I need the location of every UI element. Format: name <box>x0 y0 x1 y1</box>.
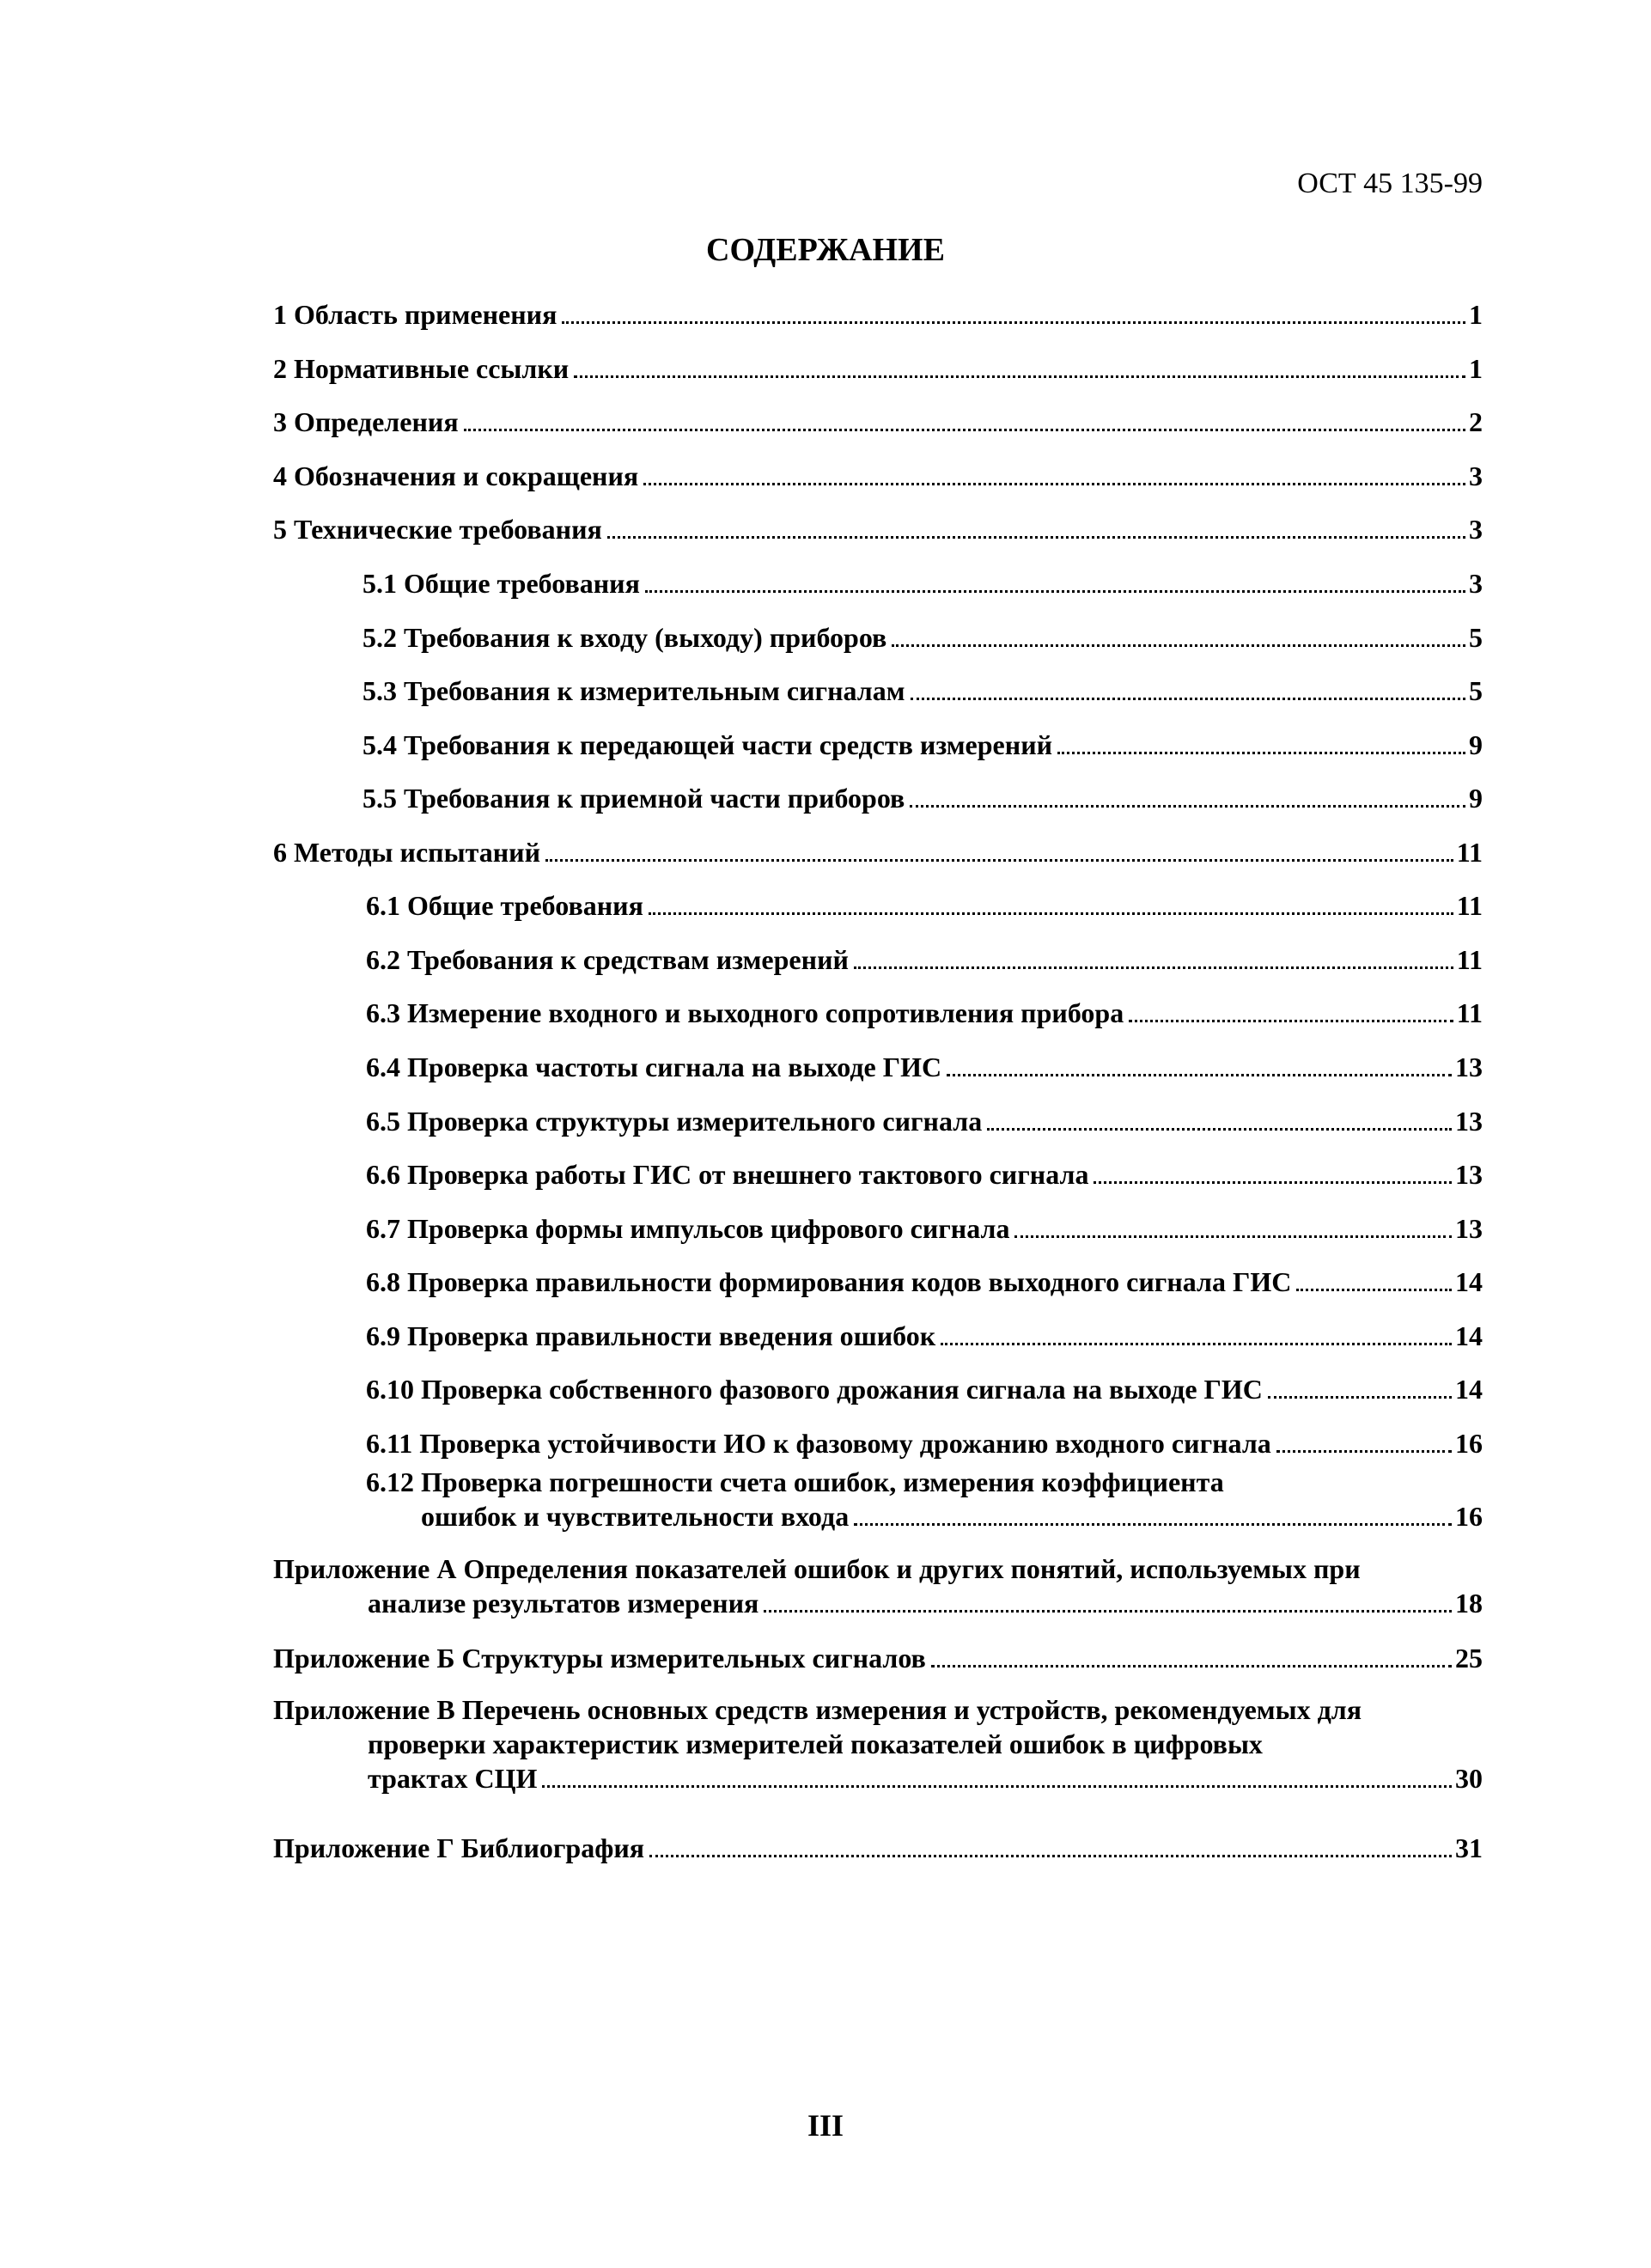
toc-entry-page-number: 1 <box>1469 353 1483 384</box>
dot-leader <box>574 375 1465 378</box>
toc-entry-title: 3 Определения <box>273 406 459 437</box>
toc-entry-page-number: 11 <box>1456 944 1483 975</box>
toc-entry-page-number: 11 <box>1456 997 1483 1028</box>
toc-entry-title: 5 Технические требования <box>273 514 602 545</box>
dot-leader <box>1268 1396 1452 1399</box>
dot-leader <box>910 805 1465 808</box>
toc-entry[interactable] <box>366 888 1483 923</box>
toc-entry-page-number: 25 <box>1455 1643 1483 1674</box>
toc-entry[interactable] <box>366 1319 1483 1353</box>
dot-leader <box>643 483 1465 485</box>
toc-entry-page-number: 18 <box>1455 1588 1483 1619</box>
toc-entry-page-number: 3 <box>1469 514 1483 545</box>
toc-entry-text-line: проверки характеристик измерителей показателей ошибок в цифровых <box>368 1728 1263 1759</box>
toc-entry[interactable] <box>362 674 1483 708</box>
toc-entry[interactable] <box>273 297 1483 332</box>
toc-entry-page-number: 3 <box>1469 460 1483 491</box>
dot-leader <box>911 698 1465 700</box>
toc-entry-title: трактах СЦИ <box>368 1763 538 1794</box>
toc-entry[interactable] <box>366 1426 1483 1460</box>
dot-leader <box>941 1343 1452 1345</box>
dot-leader <box>464 429 1465 431</box>
dot-leader <box>649 1855 1452 1857</box>
toc-entry-page-number: 14 <box>1455 1266 1483 1297</box>
toc-entry-page-number: 14 <box>1455 1374 1483 1405</box>
dot-leader <box>947 1074 1452 1076</box>
dot-leader <box>1276 1450 1452 1453</box>
toc-entry[interactable] <box>273 1552 1483 1620</box>
toc-entry[interactable] <box>362 728 1483 762</box>
toc-entry-title: 6.5 Проверка структуры измерительного сигнала <box>366 1106 983 1137</box>
dot-leader <box>1296 1289 1452 1291</box>
toc-entry-title: 6.7 Проверка формы импульсов цифрового сигнала <box>366 1213 1010 1244</box>
toc-entry[interactable] <box>273 1692 1483 1796</box>
toc-entry-text-line: 6.12 Проверка погрешности счета ошибок, измерения коэффициента <box>366 1466 1224 1497</box>
toc-entry-page-number: 13 <box>1455 1052 1483 1082</box>
toc-entry-page-number: 11 <box>1456 890 1483 921</box>
dot-leader <box>854 1523 1452 1526</box>
toc-entry-page-number: 9 <box>1469 783 1483 814</box>
toc-entry-title: 6.10 Проверка собственного фазового дрожания сигнала на выходе ГИС <box>366 1374 1263 1405</box>
toc-entry[interactable] <box>273 405 1483 439</box>
toc-entry-title: 1 Область применения <box>273 299 557 330</box>
toc-entry[interactable] <box>366 1372 1483 1406</box>
toc-entry-title: 4 Обозначения и сокращения <box>273 460 639 491</box>
toc-entry-title: Приложение Г Библиография <box>273 1832 645 1863</box>
toc-entry-page-number: 16 <box>1455 1428 1483 1459</box>
dot-leader <box>1129 1020 1453 1022</box>
toc-entry-title: 6.2 Требования к средствам измерений <box>366 944 849 975</box>
dot-leader <box>987 1128 1452 1131</box>
toc-entry[interactable] <box>273 459 1483 493</box>
dot-leader <box>645 590 1465 593</box>
toc-entry[interactable] <box>366 1265 1483 1299</box>
toc-entry-page-number: 31 <box>1455 1832 1483 1863</box>
toc-entry-title: 5.5 Требования к приемной части приборов <box>362 783 905 814</box>
toc-entry[interactable] <box>273 835 1483 869</box>
toc-entry-title: 6.1 Общие требования <box>366 890 643 921</box>
toc-entry-title: 6.4 Проверка частоты сигнала на выходе ГИС <box>366 1052 942 1082</box>
dot-leader <box>1057 752 1465 754</box>
toc-entry[interactable] <box>366 1104 1483 1138</box>
dot-leader <box>892 644 1465 647</box>
toc-entry-page-number: 3 <box>1469 568 1483 599</box>
toc-entry-page-number: 13 <box>1455 1213 1483 1244</box>
toc-entry-title: 6.6 Проверка работы ГИС от внешнего тактового сигнала <box>366 1159 1089 1190</box>
toc-entry-title: 6.11 Проверка устойчивости ИО к фазовому дрожанию входного сигнала <box>366 1428 1271 1459</box>
toc-entry-page-number: 13 <box>1455 1159 1483 1190</box>
dot-leader <box>1014 1235 1452 1238</box>
toc-entry-page-number: 11 <box>1456 837 1483 868</box>
toc-entry[interactable] <box>366 1211 1483 1246</box>
toc-entry-page-number: 30 <box>1455 1763 1483 1794</box>
toc-entry-text-line: Приложение В Перечень основных средств измерения и устройств, рекомендуемых для <box>273 1694 1362 1725</box>
toc-entry-title: 6 Методы испытаний <box>273 837 541 868</box>
page-title: СОДЕРЖАНИЕ <box>706 232 945 268</box>
dot-leader <box>649 912 1453 915</box>
toc-entry-title: 5.3 Требования к измерительным сигналам <box>362 675 905 706</box>
toc-entry[interactable] <box>273 351 1483 386</box>
toc-entry-page-number: 5 <box>1469 675 1483 706</box>
toc-entry-title: 5.2 Требования к входу (выходу) приборов <box>362 622 887 653</box>
toc-entry[interactable] <box>366 996 1483 1030</box>
dot-leader <box>1094 1181 1452 1184</box>
toc-entry-page-number: 5 <box>1469 622 1483 653</box>
toc-entry-title: ошибок и чувствительности входа <box>421 1501 850 1532</box>
dot-leader <box>545 859 1453 862</box>
toc-entry[interactable] <box>366 942 1483 977</box>
page-number: III <box>807 2108 844 2143</box>
dot-leader <box>854 966 1453 969</box>
dot-leader <box>764 1610 1452 1613</box>
toc-entry[interactable] <box>362 620 1483 655</box>
toc-entry-title: анализе результатов измерения <box>368 1588 759 1619</box>
toc-entry[interactable] <box>362 781 1483 815</box>
toc-entry-text-line: Приложение А Определения показателей ошибок и других понятий, используемых при <box>273 1553 1361 1584</box>
document-code: ОСТ 45 135-99 <box>1297 168 1483 199</box>
toc-entry-title: 5.1 Общие требования <box>362 568 640 599</box>
toc-entry-page-number: 13 <box>1455 1106 1483 1137</box>
toc-entry[interactable] <box>273 512 1483 546</box>
toc-entry-title: 5.4 Требования к передающей части средств измерений <box>362 729 1053 760</box>
toc-entry-page-number: 16 <box>1455 1501 1483 1532</box>
toc-entry-title: 6.8 Проверка правильности формирования кодов выходного сигнала ГИС <box>366 1266 1292 1297</box>
toc-entry-page-number: 2 <box>1469 406 1483 437</box>
toc-entry[interactable] <box>366 1465 1483 1533</box>
dot-leader <box>607 536 1465 539</box>
toc-entry[interactable] <box>366 1050 1483 1084</box>
toc-entry-page-number: 14 <box>1455 1320 1483 1351</box>
dot-leader <box>542 1785 1452 1788</box>
dot-leader <box>562 321 1465 324</box>
toc-entry-title: 6.9 Проверка правильности введения ошибок <box>366 1320 936 1351</box>
toc-entry-title: 6.3 Измерение входного и выходного сопротивления прибора <box>366 997 1124 1028</box>
toc-entry[interactable] <box>273 1641 1483 1675</box>
toc-entry[interactable] <box>362 566 1483 601</box>
dot-leader <box>931 1665 1452 1667</box>
toc-entry-title: Приложение Б Структуры измерительных сигналов <box>273 1643 926 1674</box>
toc-entry-page-number: 9 <box>1469 729 1483 760</box>
toc-entry[interactable] <box>273 1831 1483 1865</box>
toc-entry-title: 2 Нормативные ссылки <box>273 353 570 384</box>
toc-entry[interactable] <box>366 1157 1483 1192</box>
toc-entry-page-number: 1 <box>1469 299 1483 330</box>
